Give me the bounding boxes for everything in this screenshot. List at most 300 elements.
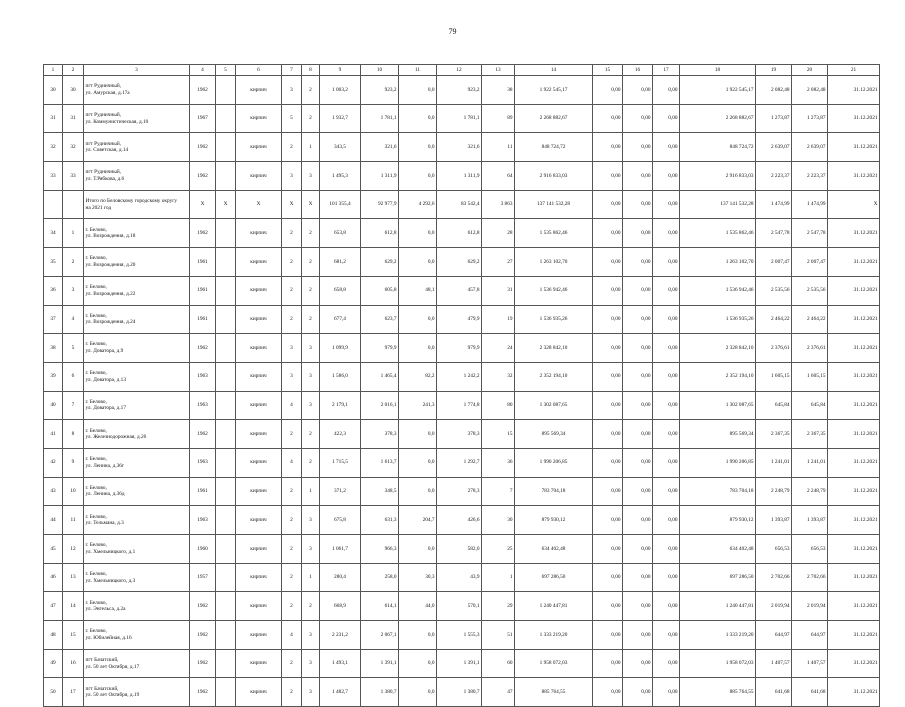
table-cell: 1 (302, 477, 320, 506)
table-cell: 0,0 (399, 334, 437, 363)
table-cell: 31.12.2021 (828, 448, 880, 477)
table-cell: 1963 (190, 506, 216, 535)
table-cell: 2 639,07 (756, 133, 792, 162)
table-cell: 629,2 (361, 248, 399, 277)
table-cell: 895 569,34 (515, 420, 593, 449)
table-cell: 1 781,1 (437, 104, 482, 133)
column-header: 14 (515, 65, 593, 76)
page-number: 79 (448, 27, 457, 36)
table-cell: X (236, 190, 282, 219)
table-cell: 2 352 194,10 (515, 362, 593, 391)
table-cell: 2 376,61 (792, 334, 828, 363)
table-cell: 2 007,47 (792, 248, 828, 277)
table-cell: 0,00 (593, 133, 623, 162)
table-cell: 422,3 (320, 420, 361, 449)
table-cell: 37 (44, 305, 63, 334)
table-cell: 0,00 (623, 391, 653, 420)
table-cell: 457,8 (437, 276, 482, 305)
table-cell: 13 (63, 563, 84, 592)
address-line-2: ул. Возрождения, д.18 (85, 233, 136, 240)
table-cell: кирпич (236, 391, 282, 420)
table-cell: 3 (282, 362, 302, 391)
table-cell: 2 (282, 506, 302, 535)
table-cell: 0,00 (593, 391, 623, 420)
table-cell: X (282, 190, 302, 219)
table-cell: 1957 (190, 563, 216, 592)
address-cell (84, 563, 190, 592)
table-row (44, 391, 880, 420)
table-cell: 3 (302, 649, 320, 678)
table-cell: 1962 (190, 334, 216, 363)
table-cell: 2 639,07 (792, 133, 828, 162)
table-cell: 27 (482, 248, 515, 277)
table-cell: 43,9 (437, 563, 482, 592)
table-cell: 38 (482, 76, 515, 105)
table-row (44, 649, 880, 678)
table-cell: 0,0 (399, 621, 437, 650)
address-line-2: ул. 50 лет Октября, д.19 (85, 692, 140, 699)
column-header: 21 (828, 65, 880, 76)
table-cell: 321,6 (361, 133, 399, 162)
table-cell: 0,0 (399, 448, 437, 477)
table-cell: 1 613,7 (361, 448, 399, 477)
table-cell: 2 702,66 (756, 563, 792, 592)
table-cell: 0,0 (399, 678, 437, 707)
table-cell: 1 (302, 563, 320, 592)
table-row (44, 133, 880, 162)
table-cell: 2 916 833,03 (680, 162, 756, 191)
table-cell: 35 (44, 248, 63, 277)
table-cell: 2 547,78 (756, 219, 792, 248)
table-cell: 879 930,12 (680, 506, 756, 535)
table-cell: 30 (63, 76, 84, 105)
table-cell: 885 764,55 (515, 678, 593, 707)
table-cell: 0,00 (623, 104, 653, 133)
table-cell: 1962 (190, 621, 216, 650)
address-cell (84, 678, 190, 707)
table-row (44, 276, 880, 305)
table-cell: 60 (482, 649, 515, 678)
table-cell: 1 958 072,03 (515, 649, 593, 678)
table-cell: 1 605,15 (756, 362, 792, 391)
table-cell (216, 477, 236, 506)
table-cell: 644,97 (756, 621, 792, 650)
table-cell: 2 223,37 (792, 162, 828, 191)
address-line-2: на 2021 год (85, 204, 112, 211)
table-cell: 2 019,94 (792, 592, 828, 621)
table-cell: 612,8 (437, 219, 482, 248)
table-cell: 1 240 447,81 (515, 592, 593, 621)
table-cell: 371,2 (320, 477, 361, 506)
table-cell: X (190, 190, 216, 219)
table-cell: 2 (63, 248, 84, 277)
table-cell: 641,68 (792, 678, 828, 707)
table-cell: кирпич (236, 305, 282, 334)
address-cell (84, 276, 190, 305)
table-cell: 677,4 (320, 305, 361, 334)
address-cell (84, 219, 190, 248)
table-cell: 0,00 (593, 334, 623, 363)
table-row (44, 76, 880, 105)
table-cell: 32 (63, 133, 84, 162)
table-cell: 4 (282, 391, 302, 420)
table-cell: X (828, 190, 880, 219)
table-cell: 48,1 (399, 276, 437, 305)
table-cell: 0,00 (623, 592, 653, 621)
table-cell: 2 (282, 133, 302, 162)
table-cell: 2 367,35 (756, 420, 792, 449)
table-cell (44, 190, 63, 219)
table-cell: 1 990 206,85 (680, 448, 756, 477)
table-cell: 17 (63, 678, 84, 707)
table-cell: 2 (282, 219, 302, 248)
address-line-1: г. Белово, (85, 628, 107, 635)
table-cell: кирпич (236, 104, 282, 133)
table-cell: 629,2 (437, 248, 482, 277)
table-cell: 2 (282, 420, 302, 449)
table-cell: 2 231,2 (320, 621, 361, 650)
table-cell: 1 536 935,26 (680, 305, 756, 334)
table-cell: 0,00 (653, 276, 680, 305)
table-cell: 0,00 (623, 448, 653, 477)
address-line-1: г. Белово, (85, 599, 107, 606)
table-cell: 2 007,47 (756, 248, 792, 277)
column-header: 3 (84, 65, 190, 76)
address-line-2: ул. Коммунистическая, д.10 (85, 118, 149, 125)
table-cell: 31 (44, 104, 63, 133)
address-cell (84, 248, 190, 277)
column-header: 8 (302, 65, 320, 76)
table-cell: 3 (302, 621, 320, 650)
table-cell: 479,9 (437, 305, 482, 334)
table-cell: 1 781,1 (361, 104, 399, 133)
table-cell: 1963 (190, 391, 216, 420)
table-cell: 1 273,87 (756, 104, 792, 133)
table-cell: 1963 (190, 362, 216, 391)
table-cell: 2 (302, 305, 320, 334)
table-cell: 0,00 (653, 76, 680, 105)
table-cell: 0,00 (653, 190, 680, 219)
table-cell: 31.12.2021 (828, 649, 880, 678)
address-cell (84, 535, 190, 564)
address-cell (84, 162, 190, 191)
table-cell: 1 311,9 (361, 162, 399, 191)
table-cell: 1 099,9 (320, 334, 361, 363)
table-cell: 1967 (190, 104, 216, 133)
table-cell: 29 (482, 592, 515, 621)
table-cell: 1 536 942,46 (515, 276, 593, 305)
table-cell: 658,8 (320, 276, 361, 305)
table-cell: 10 (63, 477, 84, 506)
table-cell: 3 863 (482, 190, 515, 219)
table-cell: 0,00 (653, 248, 680, 277)
table-cell: 0,00 (593, 276, 623, 305)
table-cell: 645,84 (792, 391, 828, 420)
table-cell: 0,00 (593, 535, 623, 564)
address-line-1: г. Белово, (85, 370, 107, 377)
table-cell: 2 019,94 (756, 592, 792, 621)
table-row (44, 104, 880, 133)
table-cell: 2 (302, 104, 320, 133)
table-cell: 2 (302, 448, 320, 477)
table-cell: 1 922 545,17 (680, 76, 756, 105)
table-cell: 0,00 (593, 506, 623, 535)
table-cell: 48 (44, 621, 63, 650)
table-cell: 4 (282, 448, 302, 477)
table-cell: 0,00 (653, 219, 680, 248)
table-cell: 31.12.2021 (828, 76, 880, 105)
table-cell: 1 407,57 (756, 649, 792, 678)
table-cell: 137 141 532,28 (680, 190, 756, 219)
table-cell: 2 (282, 305, 302, 334)
table-cell: 31.12.2021 (828, 334, 880, 363)
table-cell: 204,7 (399, 506, 437, 535)
table-cell: 1 715,5 (320, 448, 361, 477)
table-cell: 28 (482, 219, 515, 248)
table-cell: 644,97 (792, 621, 828, 650)
address-cell (84, 448, 190, 477)
table-cell: 39 (44, 362, 63, 391)
table-cell: 885 764,55 (680, 678, 756, 707)
table-cell: 1 407,57 (792, 649, 828, 678)
table-cell: 3 (63, 276, 84, 305)
table-cell: 0,00 (623, 535, 653, 564)
data-table (43, 64, 880, 707)
table-cell: 2 (302, 248, 320, 277)
table-cell: 623,7 (361, 305, 399, 334)
address-line-1: г. Белово, (85, 456, 107, 463)
table-cell: 31 (482, 276, 515, 305)
table-cell: 31.12.2021 (828, 104, 880, 133)
address-line-2: ул. Хмельницкого, д.3 (85, 577, 136, 584)
address-line-2: ул. 50 лет Октября, д.17 (85, 663, 140, 670)
table-cell: 2 376,61 (756, 334, 792, 363)
address-line-1: г. Белово, (85, 542, 107, 549)
table-cell: 0,00 (623, 219, 653, 248)
table-cell: 0,00 (653, 133, 680, 162)
table-cell: кирпич (236, 592, 282, 621)
table-row (44, 162, 880, 191)
address-line-1: пгт Бачатский, (85, 685, 119, 692)
table-cell: 0,00 (593, 592, 623, 621)
table-cell: 3 (302, 678, 320, 707)
table-cell: 31 (63, 104, 84, 133)
table-cell: 1 242,2 (437, 362, 482, 391)
column-header: 15 (593, 65, 623, 76)
table-cell: 0,00 (593, 448, 623, 477)
address-line-2: ул. Железнодорожная, д.26 (85, 434, 147, 441)
table-cell: 0,00 (623, 248, 653, 277)
table-cell: 1 493,1 (320, 649, 361, 678)
table-cell: 3 (282, 76, 302, 105)
table-cell: 0,00 (593, 678, 623, 707)
column-header: 9 (320, 65, 361, 76)
table-cell: 0,00 (623, 678, 653, 707)
table-cell: 2 268 882,67 (680, 104, 756, 133)
table-cell: 14 (63, 592, 84, 621)
table-cell: 47 (44, 592, 63, 621)
column-header: 6 (236, 65, 282, 76)
table-cell: 1 (302, 133, 320, 162)
table-cell: 378,3 (437, 420, 482, 449)
table-cell: 0,00 (623, 506, 653, 535)
table-cell: 2 (282, 248, 302, 277)
table-cell: кирпич (236, 334, 282, 363)
address-line-2: ул. Хмельницкого, д.1 (85, 548, 136, 555)
table-cell: 1 061,7 (320, 535, 361, 564)
table-cell: 1 391,1 (361, 649, 399, 678)
table-cell: 0,00 (653, 592, 680, 621)
table-cell: кирпич (236, 362, 282, 391)
table-cell: кирпич (236, 76, 282, 105)
table-cell: 645,84 (756, 391, 792, 420)
table-row (44, 420, 880, 449)
column-header: 2 (63, 65, 84, 76)
table-cell: 1 535 862,46 (680, 219, 756, 248)
table-cell: 0,00 (653, 362, 680, 391)
column-header: 11 (399, 65, 437, 76)
table-cell: 3 (302, 535, 320, 564)
table-cell: 31.12.2021 (828, 506, 880, 535)
table-cell: кирпич (236, 649, 282, 678)
table-cell: 582,0 (437, 535, 482, 564)
table-cell: 47 (482, 678, 515, 707)
table-cell: кирпич (236, 276, 282, 305)
table-cell (216, 133, 236, 162)
table-cell: 2 (282, 477, 302, 506)
table-cell: 2 702,66 (792, 563, 828, 592)
table-cell: 0,00 (653, 162, 680, 191)
table-cell: 1 302 087,65 (680, 391, 756, 420)
address-cell (84, 506, 190, 535)
table-cell: 979,9 (437, 334, 482, 363)
table-cell: 32 (482, 362, 515, 391)
table-cell: 2 (282, 563, 302, 592)
table-cell: 1 536 942,46 (680, 276, 756, 305)
table-cell: 1 774,8 (437, 391, 482, 420)
table-cell: 321,6 (437, 133, 482, 162)
table-body (44, 65, 880, 707)
table-cell (216, 219, 236, 248)
table-cell: 4 (63, 305, 84, 334)
table-cell: 0,00 (593, 563, 623, 592)
table-cell: 1 465,4 (361, 362, 399, 391)
table-cell: 0,00 (653, 391, 680, 420)
table-cell: 0,00 (623, 76, 653, 105)
table-cell (216, 678, 236, 707)
table-cell (216, 362, 236, 391)
table-cell: 15 (482, 420, 515, 449)
table-cell: 0,00 (653, 678, 680, 707)
address-line-2: ул. Амурская, д.17а (85, 89, 130, 96)
table-cell: 36 (482, 448, 515, 477)
table-cell: 2 248,79 (792, 477, 828, 506)
table-cell: 1961 (190, 276, 216, 305)
column-header: 1 (44, 65, 63, 76)
table-cell: 1 391,1 (437, 649, 482, 678)
table-cell: 0,00 (623, 649, 653, 678)
table-row (44, 621, 880, 650)
table-row (44, 448, 880, 477)
table-cell: 348,5 (361, 477, 399, 506)
table-cell: 1962 (190, 219, 216, 248)
table-cell: 1961 (190, 248, 216, 277)
table-cell: кирпич (236, 621, 282, 650)
table-cell: 0,00 (593, 362, 623, 391)
table-cell: 0,00 (653, 621, 680, 650)
table-cell: 2 (302, 276, 320, 305)
table-cell: 30 (482, 506, 515, 535)
table-cell: 966,3 (361, 535, 399, 564)
table-cell: 0,0 (399, 104, 437, 133)
address-line-1: пгт Бачатский, (85, 657, 119, 663)
table-row (44, 563, 880, 592)
table-cell: 1 605,15 (792, 362, 828, 391)
address-line-2: ул. Возрождения, д.20 (85, 261, 136, 268)
table-cell: 631,3 (361, 506, 399, 535)
table-cell: 3 (282, 334, 302, 363)
address-cell (84, 104, 190, 133)
table-cell: кирпич (236, 219, 282, 248)
column-header: 16 (623, 65, 653, 76)
table-cell: 36 (44, 276, 63, 305)
table-cell: 0,00 (623, 621, 653, 650)
table-cell (216, 276, 236, 305)
table-cell: 31.12.2021 (828, 248, 880, 277)
table-cell: 634 402,48 (680, 535, 756, 564)
table-cell: 7 (63, 391, 84, 420)
table-cell (216, 563, 236, 592)
table-cell: 1 003,2 (320, 76, 361, 105)
table-cell: 656,53 (792, 535, 828, 564)
table-cell: 1962 (190, 592, 216, 621)
table-cell: 378,3 (361, 420, 399, 449)
table-cell: 38 (44, 334, 63, 363)
table-row (44, 190, 880, 219)
table-cell: 0,00 (653, 448, 680, 477)
table-cell: 24 (482, 334, 515, 363)
address-line-1: г. Белово, (85, 484, 107, 491)
table-row (44, 535, 880, 564)
table-cell: 11 (482, 133, 515, 162)
table-cell: 1962 (190, 678, 216, 707)
table-cell: 30 (44, 76, 63, 105)
table-cell: 45 (44, 535, 63, 564)
table-cell: 1 393,87 (792, 506, 828, 535)
table-cell: 1 482,7 (320, 678, 361, 707)
address-line-1: г. Белово, (85, 284, 107, 291)
table-cell: 1 380,7 (437, 678, 482, 707)
table-cell: 0,0 (399, 535, 437, 564)
table-cell: 0,00 (593, 104, 623, 133)
table-cell: 0,00 (653, 563, 680, 592)
address-line-1: г. Белово, (85, 255, 107, 262)
table-cell (216, 305, 236, 334)
table-cell: кирпич (236, 563, 282, 592)
table-cell: 0,00 (623, 305, 653, 334)
table-cell: 2 067,1 (361, 621, 399, 650)
table-cell: 0,00 (623, 133, 653, 162)
table-cell: 41 (44, 420, 63, 449)
address-line-2: ул. Т.Рябкова, д.6 (85, 175, 125, 182)
table-row (44, 305, 880, 334)
table-cell (216, 420, 236, 449)
table-cell: 1 474,99 (792, 190, 828, 219)
address-cell (84, 334, 190, 363)
table-cell: 848 724,72 (680, 133, 756, 162)
table-cell: кирпич (236, 678, 282, 707)
address-line-2: ул. Возрождения, д.22 (85, 290, 136, 297)
